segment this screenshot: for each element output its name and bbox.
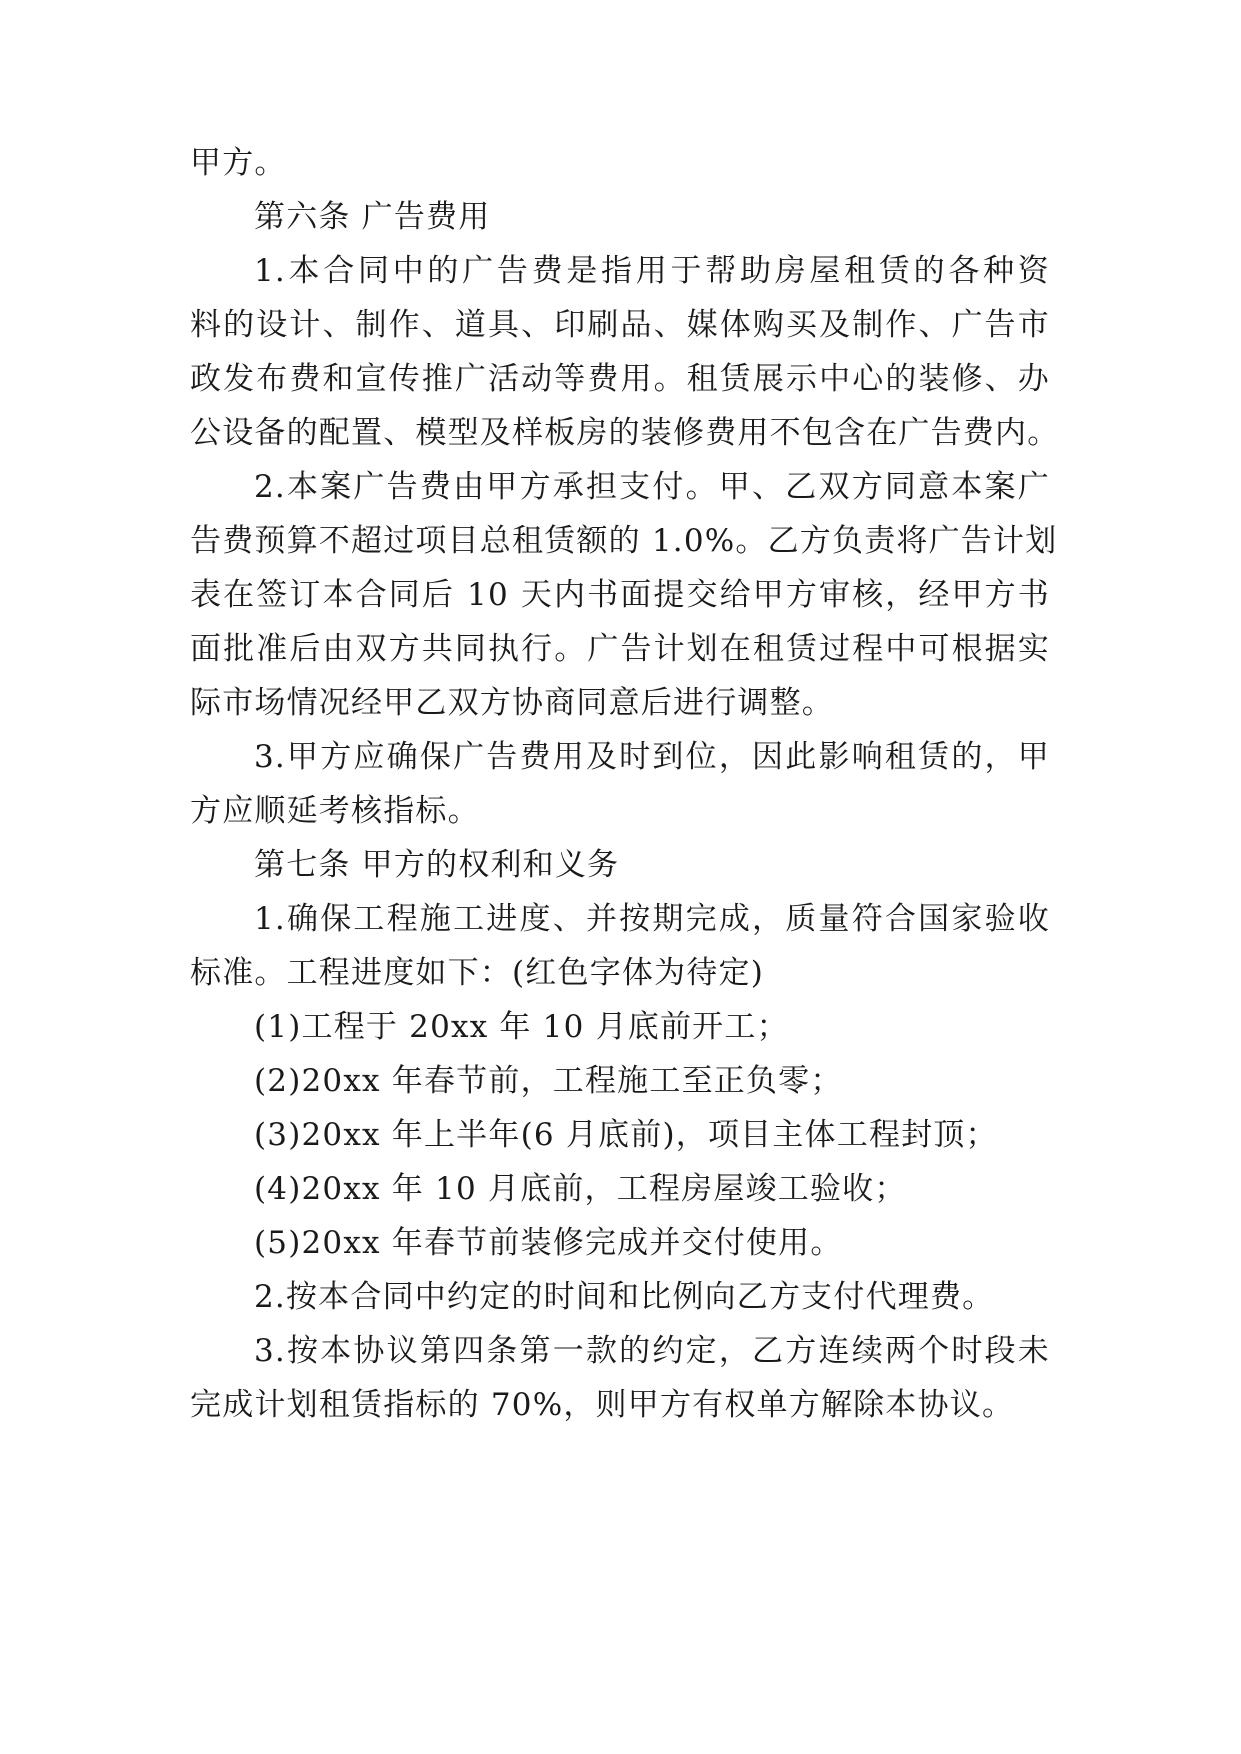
- paragraph-line: 际市场情况经甲乙双方协商同意后进行调整。: [190, 685, 834, 721]
- paragraph-line: 表在签订本合同后 10 天内书面提交给甲方审核，经甲方书: [190, 577, 1050, 613]
- paragraph-line: 3.甲方应确保广告费用及时到位，因此影响租赁的，甲: [254, 739, 1050, 775]
- article-heading: 第六条 广告费用: [254, 199, 491, 235]
- list-item: (4)20xx 年 10 月底前，工程房屋竣工验收；: [254, 1171, 907, 1207]
- list-item: (3)20xx 年上半年(6 月底前)，项目主体工程封顶；: [254, 1117, 998, 1153]
- paragraph-line: 1.本合同中的广告费是指用于帮助房屋租赁的各种资: [254, 253, 1050, 289]
- paragraph-line: 告费预算不超过项目总租赁额的 1.0%。乙方负责将广告计划: [190, 523, 1058, 559]
- paragraph-line: 3.按本协议第四条第一款的约定，乙方连续两个时段未: [254, 1333, 1050, 1369]
- paragraph-line: 完成计划租赁指标的 70%，则甲方有权单方解除本协议。: [190, 1387, 1015, 1423]
- list-item: (2)20xx 年春节前，工程施工至正负零；: [254, 1063, 843, 1099]
- paragraph-line: 标准。工程进度如下：(红色字体为待定): [190, 955, 764, 991]
- list-item: (5)20xx 年春节前装修完成并交付使用。: [254, 1225, 843, 1261]
- paragraph-line: 料的设计、制作、道具、印刷品、媒体购买及制作、广告市: [190, 307, 1050, 343]
- paragraph-line: 2.本案广告费由甲方承担支付。甲、乙双方同意本案广: [254, 469, 1050, 505]
- paragraph-line: 1.确保工程施工进度、并按期完成，质量符合国家验收: [254, 901, 1050, 937]
- paragraph-line: 公设备的配置、模型及样板房的装修费用不包含在广告费内。: [190, 415, 1060, 451]
- paragraph-line: 政发布费和宣传推广活动等费用。租赁展示中心的装修、办: [190, 361, 1050, 397]
- paragraph-line: 方应顺延考核指标。: [190, 793, 480, 829]
- article-heading: 第七条 甲方的权利和义务: [254, 847, 620, 883]
- paragraph-line: 2.按本合同中约定的时间和比例向乙方支付代理费。: [254, 1279, 995, 1315]
- paragraph-line: 面批准后由双方共同执行。广告计划在租赁过程中可根据实: [190, 631, 1050, 667]
- paragraph-line: 甲方。: [190, 145, 287, 181]
- list-item: (1)工程于 20xx 年 10 月底前开工；: [254, 1009, 789, 1045]
